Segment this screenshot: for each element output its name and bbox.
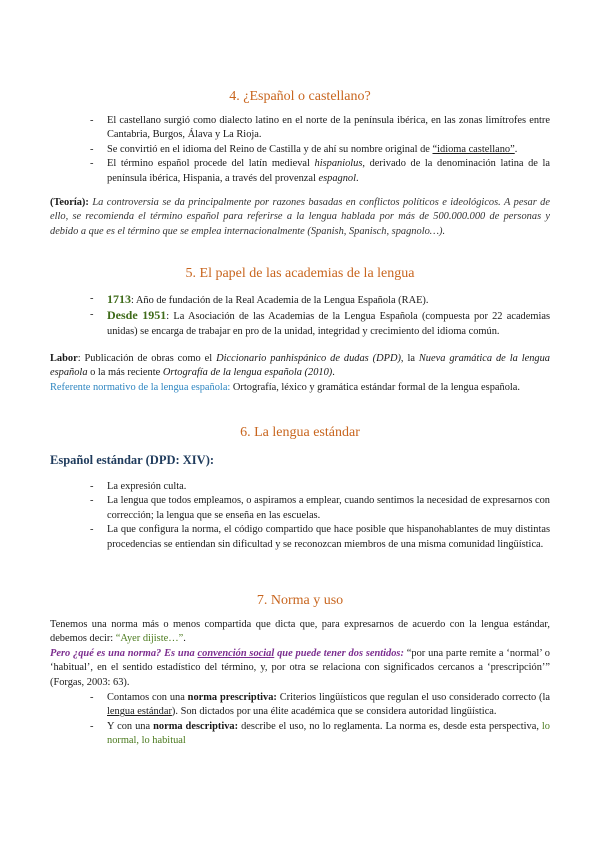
norma-intro-paragraph xyxy=(50,618,550,647)
section-5-list xyxy=(50,292,550,339)
ortografia-title: Ortografía de la lengua española (2010) xyxy=(162,367,333,379)
list-item xyxy=(50,691,550,720)
teoria-text: La controversia se da principalmente por razones basadas en conflictos políticos e ideológicos. A pesar de ello, se recomienda el término español para referirse a la lengua hablada por más de 500.000.000 de personas y debido a que es el término que se emplea internacionalmente (Spanish, Spanisch, spagnolo…). xyxy=(50,197,550,237)
dash-bullet-icon: - xyxy=(90,143,94,155)
text: Contamos con una xyxy=(107,692,188,703)
dash-bullet-icon: - xyxy=(90,115,94,126)
year-1951: Desde 1951 xyxy=(107,308,167,323)
year-1713: 1713 xyxy=(107,292,131,306)
dash-bullet-icon: - xyxy=(90,293,94,304)
dash-bullet-icon: - xyxy=(90,309,94,321)
text: Tenemos una norma más o menos compartida que dicta que, para expresarnos de acuerdo con la lengua estándar, debemos decir: xyxy=(50,619,550,645)
punct: . xyxy=(332,367,335,379)
dash-bullet-icon: - xyxy=(90,481,94,492)
bullet-text: , derivado de la denominación latina de la península ibérica, Hispania, a través del provenzal xyxy=(107,158,550,184)
section-7-title: 7. Norma y uso xyxy=(256,593,344,608)
punct: . xyxy=(356,172,359,184)
text: : Publicación de obras como el xyxy=(77,353,217,364)
forgas-quote: “por una parte remite a ‘normal’ o ‘habitual’, en el sentido estadístico del término, y, por otra se relaciona con significados cercanos a ‘prescripción’” (Forgas, 2003: 63). xyxy=(50,648,551,688)
text: describe el uso, no lo reglamenta. La norma es, desde esta perspectiva, xyxy=(238,720,542,732)
list-item xyxy=(50,292,550,308)
lengua-estandar-link[interactable]: lengua estándar xyxy=(107,706,172,718)
section-4-list xyxy=(50,114,550,186)
section-5-title: 5. El papel de las academias de la lengua xyxy=(185,266,415,281)
teoria-label: (Teoría): xyxy=(50,197,89,208)
list-item xyxy=(50,720,550,749)
list-item xyxy=(50,308,550,339)
question-text: que puede tener dos sentidos: xyxy=(274,648,404,659)
punct: . xyxy=(183,633,186,645)
dash-bullet-icon: - xyxy=(90,524,94,536)
section-6-subtitle xyxy=(50,453,550,469)
labor-paragraph xyxy=(50,352,550,381)
text: Criterios lingüísticos que regulan el uso considerado correcto (la xyxy=(276,692,551,703)
list-item xyxy=(50,523,550,552)
ayer-dijiste-quote: “Ayer dijiste…” xyxy=(115,633,184,645)
text: Y con una xyxy=(107,720,154,732)
dpd-title: Diccionario panhispánico de dudas (DPD) xyxy=(216,353,401,364)
term-espagnol: espagnol xyxy=(318,172,357,184)
bullet-text: El término español procede del latín medieval xyxy=(107,158,315,170)
bullet-text: Se convirtió en el idioma del Reino de Castilla y de ahí su nombre original de xyxy=(107,143,433,155)
punct: . xyxy=(514,143,518,155)
norma-descriptiva-label: norma descriptiva: xyxy=(153,720,239,732)
text: ). Son dictados por una élite académica que se considera autoridad lingüística. xyxy=(171,706,497,718)
gramatica-title: Nueva gramática de la lengua española xyxy=(50,353,550,379)
text: o la más reciente xyxy=(87,367,163,379)
norma-prescriptiva-label: norma prescriptiva: xyxy=(187,692,277,703)
dash-bullet-icon: - xyxy=(90,495,94,507)
list-item xyxy=(50,157,550,186)
list-item xyxy=(50,494,550,523)
referente-label: Referente normativo de la lengua española: xyxy=(50,382,231,393)
convencion-social-link[interactable]: convención social xyxy=(197,648,275,659)
section-6-title: 6. La lengua estándar xyxy=(240,425,360,440)
dash-bullet-icon: - xyxy=(90,158,94,170)
norma-question-paragraph xyxy=(50,647,550,690)
referente-paragraph xyxy=(50,381,550,395)
section-4-title: 4. ¿Español o castellano? xyxy=(229,89,371,104)
bullet-text: : Año de fundación de la Real Academia de la Lengua Española (RAE). xyxy=(131,295,429,306)
section-6-list xyxy=(50,480,550,552)
list-item xyxy=(50,480,550,494)
labor-label: Labor xyxy=(50,353,78,364)
idioma-castellano-link[interactable]: “idioma castellano” xyxy=(432,143,515,155)
dash-bullet-icon: - xyxy=(90,720,94,732)
bullet-text: La que configura la norma, el código compartido que hace posible que hispanohablantes de muy distintas procedencias se entiendan sin dificultad y se reconozcan miembros de una misma comunidad lingüística. xyxy=(107,524,550,550)
dash-bullet-icon: - xyxy=(90,692,94,703)
espanol-estandar-heading: Español estándar (DPD: XIV): xyxy=(50,453,215,467)
bullet-text: La expresión culta. xyxy=(107,481,187,492)
teoria-paragraph xyxy=(50,196,550,239)
term-hispaniolus: hispaniolus xyxy=(314,158,363,170)
list-item xyxy=(50,143,550,157)
bullet-text: : La Asociación de las Academias de la Lengua Española (compuesta por 22 academias unidas) se encarga de trabajar en pro de la unidad, integridad y crecimiento del idioma común. xyxy=(107,311,550,337)
bullet-text: La lengua que todos empleamos, o aspiramos a emplear, cuando sentimos la necesidad de expresarnos con corrección; la lengua que se enseña en las escuelas. xyxy=(107,495,550,521)
question-text: Pero ¿qué es una norma? Es una xyxy=(50,648,198,659)
lo-normal-text: lo normal, lo habitual xyxy=(107,720,551,747)
bullet-text: El castellano surgió como dialecto latino en el norte de la península ibérica, en las zonas limítrofes entre Cantabria, Burgos, Álava y La Rioja. xyxy=(107,115,550,141)
section-7-list xyxy=(50,691,550,749)
referente-text: Ortografía, léxico y gramática estándar formal de la lengua española. xyxy=(230,382,520,393)
text: , la xyxy=(400,353,419,364)
list-item xyxy=(50,114,550,143)
